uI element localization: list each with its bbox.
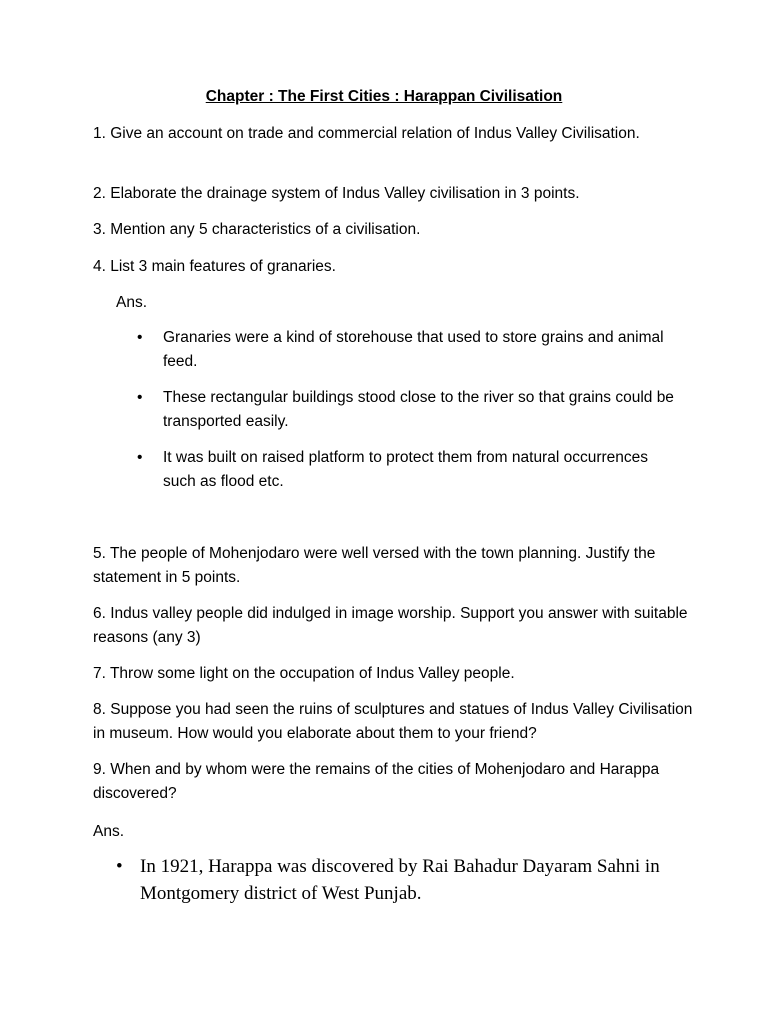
answer-label-4: Ans. — [116, 294, 148, 311]
chapter-title: Chapter : The First Cities : Harappan Civilisation — [205, 88, 563, 105]
bullet-text: It was built on raised platform to protect them from natural occurrences such as flood etc. — [163, 449, 649, 490]
answer4-bullet-2 — [137, 386, 677, 434]
bullet-text: These rectangular buildings stood close to the river so that grains could be transported easily. — [163, 389, 674, 430]
question-4: 4. List 3 main features of granaries. — [93, 258, 336, 275]
question-3: 3. Mention any 5 characteristics of a civilisation. — [93, 221, 421, 238]
answer-label-9: Ans. — [93, 823, 125, 840]
question-2: 2. Elaborate the drainage system of Indus Valley civilisation in 3 points. — [93, 185, 580, 202]
bullet-icon: • — [137, 449, 143, 466]
question-1: 1. Give an account on trade and commercial relation of Indus Valley Civilisation. — [93, 125, 640, 142]
bullet-icon: • — [137, 389, 143, 406]
bullet-icon: • — [137, 329, 143, 346]
question-8: 8. Suppose you had seen the ruins of sculptures and statues of Indus Valley Civilisation in museum. How would you elaborate about them to your friend? — [93, 701, 693, 742]
answer4-bullet-1 — [137, 326, 677, 374]
answer4-bullet-3 — [137, 446, 677, 494]
bullet-icon: • — [116, 856, 123, 877]
answer9-bullet-1 — [116, 853, 696, 907]
bullet-text: In 1921, Harappa was discovered by Rai Bahadur Dayaram Sahni in Montgomery district of West Punjab. — [140, 856, 660, 904]
question-6: 6. Indus valley people did indulged in image worship. Support you answer with suitable reasons (any 3) — [93, 605, 688, 646]
question-7: 7. Throw some light on the occupation of Indus Valley people. — [93, 665, 515, 682]
bullet-text: Granaries were a kind of storehouse that used to store grains and animal feed. — [163, 329, 664, 370]
question-5: 5. The people of Mohenjodaro were well versed with the town planning. Justify the statement in 5 points. — [93, 545, 656, 586]
question-9: 9. When and by whom were the remains of the cities of Mohenjodaro and Harappa discovered? — [93, 761, 660, 802]
